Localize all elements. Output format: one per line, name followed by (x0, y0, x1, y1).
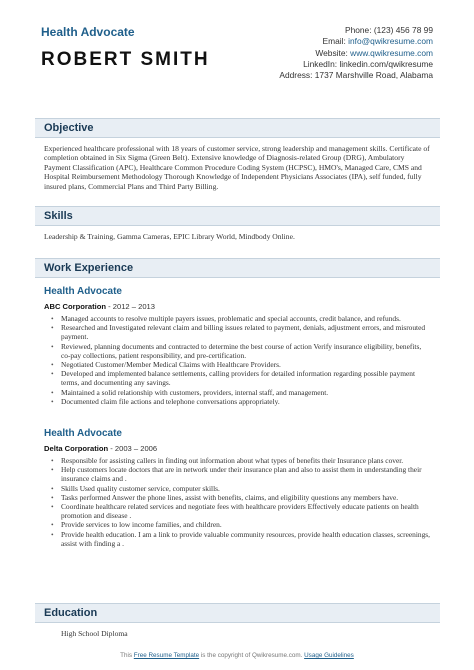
objective-heading: Objective (35, 118, 440, 138)
job-role: Health Advocate (44, 286, 122, 297)
contact-phone: Phone: (123) 456 78 99 (344, 25, 433, 35)
education-section (35, 603, 440, 638)
job-entry (44, 286, 432, 406)
usage-guidelines-link[interactable]: Usage Guidelines (304, 652, 354, 659)
duty-list (44, 456, 432, 548)
duty-item: • Maintained a solid relationship with customers, providers, internal staff, and management. (61, 388, 432, 397)
website-link[interactable]: www.qwikresume.com (350, 47, 433, 58)
duty-item: • Developed and implemented balance settlements, calling providers for detailed information regarding possible payment terms, and documenting any savings. (61, 369, 432, 387)
contact-block (233, 25, 433, 81)
objective-section (35, 118, 440, 191)
candidate-name: ROBERT SMITH (41, 49, 210, 70)
duty-item: • Reviewed, planning documents and contracted to determine the best course of action Verify insurance eligibility, benefits, co-pay collections, patient responsibility, and pre-certification. (61, 342, 432, 360)
contact-email: Email: info@qwikresume.com (322, 36, 433, 47)
contact-linkedin: LinkedIn: linkedin.com/qwikresume (303, 58, 433, 69)
duty-item: • Researched and Investigated relevant claim and billing issues related to payment, denials, adjustment errors, and misrouted payment. (61, 323, 432, 341)
duty-item: • Managed accounts to resolve multiple payers issues, problematic and special accounts, credit balance, and refunds. (61, 314, 432, 323)
job-role: Health Advocate (44, 428, 122, 440)
duty-item: • Provide health education. I am a link to provide valuable community resources, provide health education classes, screenings, assist with finding a . (61, 530, 432, 548)
duty-item: • Tasks performed Answer the phone lines, assist with benefits, claims, and eligibility questions any members have. (61, 493, 432, 502)
education-heading: Education (35, 603, 440, 623)
job-title: Health Advocate (41, 25, 135, 39)
duty-item: • Coordinate healthcare related services and negotiate fees with healthcare providers Effectively educate patients on health promotion and disease . (61, 502, 432, 520)
free-template-link[interactable]: Free Resume Template (133, 652, 200, 659)
duty-item: • Documented claim file actions and telephone conversations appropriately. (61, 397, 432, 406)
education-text: High School Diploma (61, 629, 128, 638)
skills-text: Leadership & Training, Gamma Cameras, EPIC Library World, Mindbody Online. (44, 232, 295, 241)
duty-item: • Help customers locate doctors that are in network under their insurance plan and also to assist them in understanding their insurance claims and . (61, 465, 432, 483)
contact-address: Address: 1737 Marshville Road, Alabama (279, 70, 433, 81)
job-company: ABC Corporation - 2012 – 2013 (44, 302, 155, 311)
skills-section (35, 206, 440, 241)
job-entry (44, 428, 432, 548)
duty-item: • Provide services to low income families, and children. (61, 520, 432, 529)
skills-heading: Skills (35, 206, 440, 226)
job-company: Delta Corporation - 2003 – 2006 (44, 444, 158, 454)
duty-item: • Negotiated Customer/Member Medical Claims with Healthcare Providers. (61, 360, 432, 369)
resume-header (0, 0, 474, 106)
contact-website: Website: www.qwikresume.com (315, 47, 433, 58)
duty-item: • Responsible for assisting callers in finding out information about what types of benefits their Insurance plans cover. (61, 456, 432, 465)
duty-list (44, 314, 432, 406)
objective-text: Experienced healthcare professional with 18 years of customer service, strong leadership and management skills. Certificate of completion obtained in Six Sigma (Green Belt). Extensive knowledge of Diagnosis-related Group (DRG), Ambulatory Payment Classification (APC), Healthcare Common Procedure Coding System (HCPSC), HMO's, Managed Care, CMS and Hospital Reimbursement Methodology Thorough Knowledge of Independent Physicians Associates (IPA), self funded, fully insured plans, Commercial Plans and Third Party Billing. (44, 144, 430, 191)
email-link[interactable]: info@qwikresume.com (348, 36, 433, 47)
duty-item: • Skills Used quality customer service, computer skills. (61, 484, 432, 493)
experience-heading: Work Experience (35, 258, 440, 278)
copyright-footer: This Free Resume Template is the copyright of Qwikresume.com. Usage Guidelines (120, 652, 354, 659)
experience-section (35, 258, 440, 548)
